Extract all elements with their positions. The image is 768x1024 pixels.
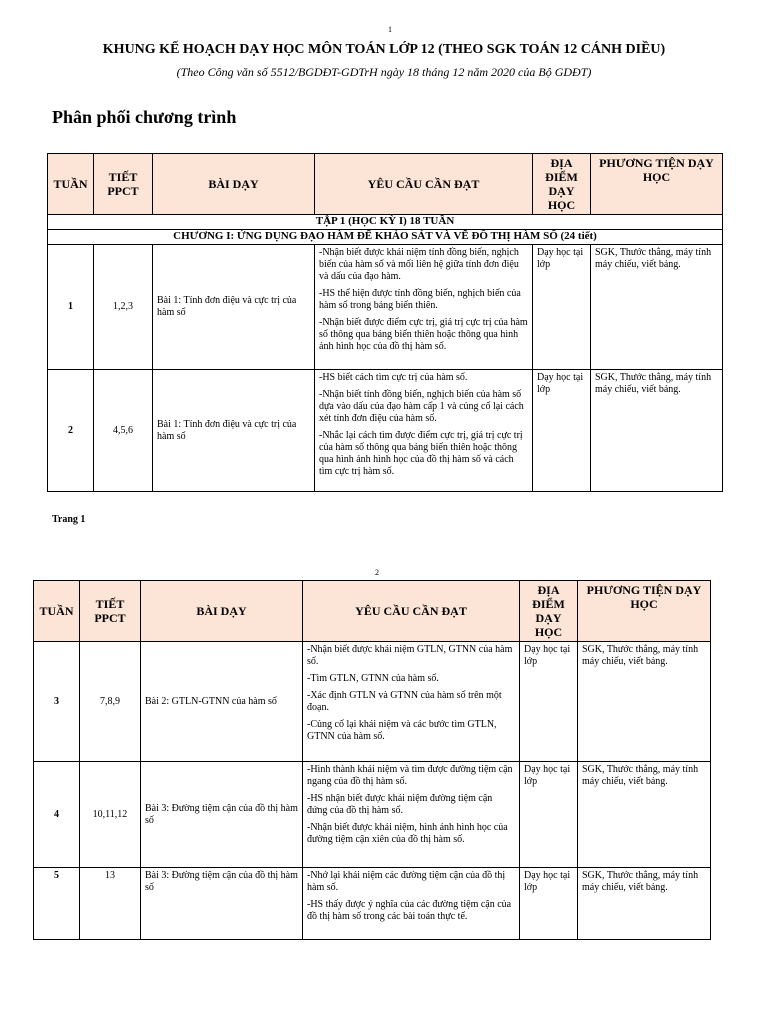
requirements-cell <box>303 868 520 940</box>
chapter-row: CHƯƠNG I: ỨNG DỤNG ĐẠO HÀM ĐỂ KHẢO SÁT VÀ VẼ ĐỒ THỊ HÀM SỐ (24 tiết) <box>48 230 723 245</box>
header-week: TUẦN <box>48 154 94 215</box>
schedule-table-page2 <box>33 580 711 940</box>
location-cell: Dạy học tại lớp <box>520 868 578 940</box>
header-equipment: PHƯƠNG TIỆN DẠY HỌC <box>591 154 723 215</box>
requirement-item: -HS biết cách tìm cực trị của hàm số. <box>319 372 468 383</box>
header-equipment: PHƯƠNG TIỆN DẠY HỌC <box>578 581 711 642</box>
lesson-cell: Bài 3: Đường tiệm cận của đồ thị hàm số <box>141 868 303 940</box>
header-location: ĐỊA ĐIỂM DẠY HỌC <box>533 154 591 215</box>
header-period: TIẾT PPCT <box>94 154 153 215</box>
requirement-item: -Nhận biết tính đồng biến, nghịch biến của hàm số dựa vào dấu của đạo hàm cấp 1 và củng cố lại cách xét tính đơn điệu của hàm số. <box>319 389 524 424</box>
requirement-item: -Nhận biết được điểm cực trị, giá trị cực trị của hàm số thông qua bảng biến thiên hoặc thông qua hình ảnh hình học của đồ thị hàm số. <box>319 317 528 352</box>
period-cell: 7,8,9 <box>80 642 141 762</box>
requirement-item: -HS thể hiện được tính đồng biến, nghịch biến của hàm số trong bảng biến thiên. <box>319 288 521 311</box>
section-title: Phân phối chương trình <box>52 107 237 127</box>
lesson-cell: Bài 3: Đường tiệm cận của đồ thị hàm số <box>141 762 303 868</box>
lesson-cell: Bài 1: Tính đơn điệu và cực trị của hàm số <box>153 245 315 370</box>
equipment-cell: SGK, Thước thẳng, máy tính máy chiếu, viết bảng. <box>578 642 711 762</box>
page-footer: Trang 1 <box>52 514 86 525</box>
table-header-row <box>34 581 711 642</box>
schedule-table-page1 <box>47 153 723 492</box>
equipment-cell: SGK, Thước thẳng, máy tính máy chiếu, viết bảng. <box>591 370 723 492</box>
document-title: KHUNG KẾ HOẠCH DẠY HỌC MÔN TOÁN LỚP 12 (THEO SGK TOÁN 12 CÁNH DIỀU) <box>102 42 666 57</box>
page-number: 1 <box>388 25 392 34</box>
period-cell: 4,5,6 <box>94 370 153 492</box>
requirement-item: -Củng cố lại khái niệm và các bước tìm GTLN, GTNN của hàm số. <box>307 719 497 742</box>
table-row <box>34 762 711 868</box>
location-cell: Dạy học tại lớp <box>533 245 591 370</box>
requirement-item: -Nhận biết được khái niệm GTLN, GTNN của hàm số. <box>307 644 513 667</box>
requirement-item: -HS thấy được ý nghĩa của các đường tiệm cận của đồ thị hàm số trong các bài toán thực tế. <box>307 899 512 922</box>
equipment-cell: SGK, Thước thẳng, máy tính máy chiếu, viết bảng. <box>578 868 711 940</box>
week-cell: 1 <box>48 245 94 370</box>
document-subtitle: (Theo Công văn số 5512/BGDĐT-GDTrH ngày 18 tháng 12 năm 2020 của Bộ GDĐT) <box>176 65 592 79</box>
lesson-cell: Bài 1: Tính đơn điệu và cực trị của hàm số <box>153 370 315 492</box>
requirement-item: -Nhớ lại khái niệm các đường tiệm cận của đồ thị hàm số. <box>307 870 506 893</box>
header-lesson: BÀI DẠY <box>141 581 303 642</box>
requirements-cell <box>315 245 533 370</box>
requirement-item: -Tìm GTLN, GTNN của hàm số. <box>307 673 439 684</box>
header-lesson: BÀI DẠY <box>153 154 315 215</box>
table-row <box>48 370 723 492</box>
location-cell: Dạy học tại lớp <box>520 642 578 762</box>
requirement-item: -HS nhận biết được khái niệm đường tiệm cận đứng của đồ thị hàm số. <box>307 793 493 816</box>
header-week: TUẦN <box>34 581 80 642</box>
requirement-item: -Nhận biết được khái niệm, hình ảnh hình học của đường tiệm cận xiên của đồ thị hàm số. <box>307 822 508 845</box>
table-row <box>34 868 711 940</box>
week-cell: 4 <box>34 762 80 868</box>
period-cell: 13 <box>80 868 141 940</box>
location-cell: Dạy học tại lớp <box>533 370 591 492</box>
equipment-cell: SGK, Thước thẳng, máy tính máy chiếu, viết bảng. <box>578 762 711 868</box>
table-row <box>34 642 711 762</box>
week-cell: 2 <box>48 370 94 492</box>
header-requirements: YÊU CẦU CẦN ĐẠT <box>303 581 520 642</box>
requirements-cell <box>303 642 520 762</box>
requirement-item: -Hình thành khái niệm và tìm được đường tiệm cận ngang của đồ thị hàm số. <box>307 764 513 787</box>
page-number: 2 <box>375 568 379 577</box>
period-cell: 1,2,3 <box>94 245 153 370</box>
week-cell: 5 <box>34 868 80 940</box>
volume-row: TẬP 1 (HỌC KỲ I) 18 TUẦN <box>48 215 723 230</box>
header-requirements: YÊU CẦU CẦN ĐẠT <box>315 154 533 215</box>
table-header-row <box>48 154 723 215</box>
header-location: ĐỊA ĐIỂM DẠY HỌC <box>520 581 578 642</box>
requirement-item: -Nhắc lại cách tìm được điểm cực trị, giá trị cực trị của hàm số thông qua bảng biến thiên hoặc thông qua hình ảnh hình học của đồ thị hàm số và cách tìm cực trị hàm số. <box>319 430 523 477</box>
location-cell: Dạy học tại lớp <box>520 762 578 868</box>
period-cell: 10,11,12 <box>80 762 141 868</box>
header-period: TIẾT PPCT <box>80 581 141 642</box>
table-row <box>48 245 723 370</box>
requirements-cell <box>315 370 533 492</box>
week-cell: 3 <box>34 642 80 762</box>
requirements-cell <box>303 762 520 868</box>
lesson-cell: Bài 2: GTLN-GTNN của hàm số <box>141 642 303 762</box>
requirement-item: -Xác định GTLN và GTNN của hàm số trên một đoạn. <box>307 690 502 713</box>
equipment-cell: SGK, Thước thẳng, máy tính máy chiếu, viết bảng. <box>591 245 723 370</box>
requirement-item: -Nhận biết được khái niệm tính đồng biến, nghịch biến của hàm số và mối liên hệ giữa tính đơn điệu và dấu của đạo hàm. <box>319 247 519 282</box>
